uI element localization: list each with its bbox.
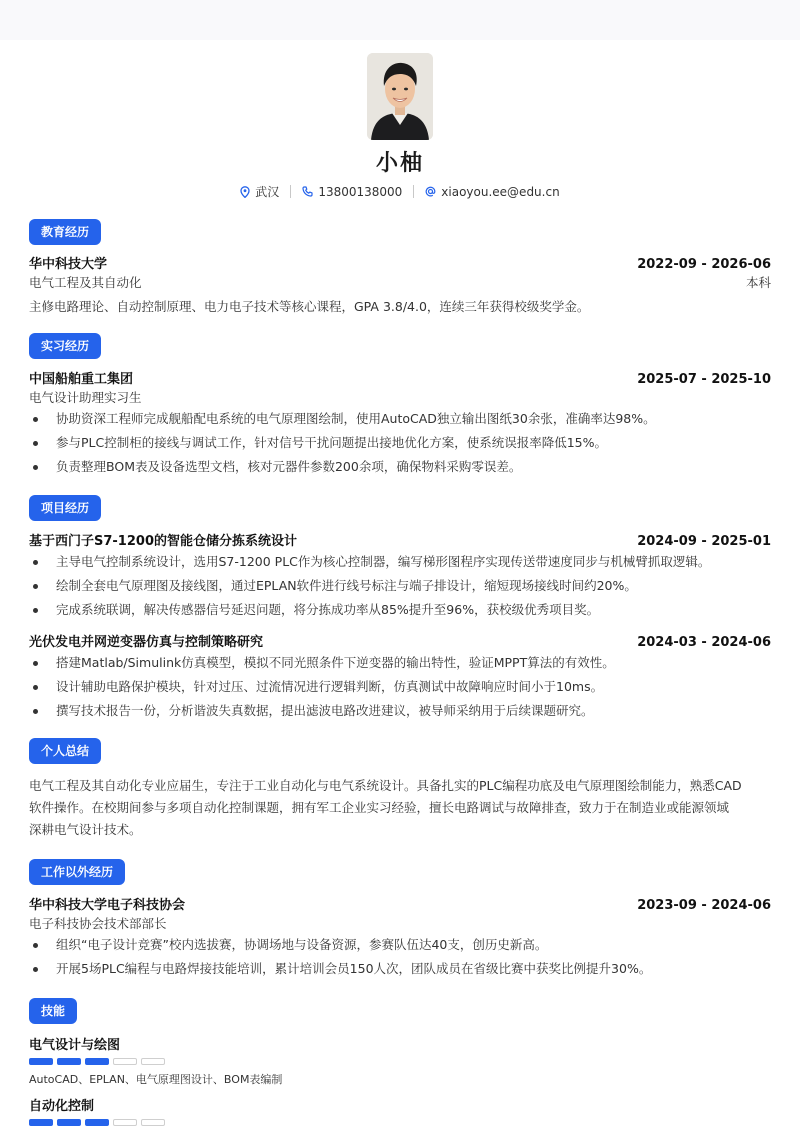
location-pin-icon [240,186,250,198]
skill-segment-filled [85,1119,109,1126]
list-item: 负责整理BOM表及设备选型文档，核对元器件参数200余项，确保物料采购零误差。 [29,455,771,479]
contact-divider [290,185,291,198]
project-bullets [29,550,771,622]
internship-heading: 实习经历 [29,333,101,359]
projects-section [29,495,771,723]
list-item: 完成系统联调，解决传感器信号延迟问题，将分拣成功率从85%提升至96%，获校级优秀项目奖。 [29,598,771,622]
internship-role: 电气设计助理实习生 [29,390,142,405]
skill-segment-filled [57,1058,81,1065]
school-name: 华中科技大学 [29,257,108,272]
company-name: 中国船舶重工集团 [29,372,134,387]
skill-item [29,1095,771,1126]
degree: 本科 [745,275,771,290]
education-section [29,219,771,318]
list-item: 搭建Matlab/Simulink仿真模型，模拟不同光照条件下逆变器的输出特性，验证MPPT算法的有效性。 [29,651,771,675]
skills-section [29,998,771,1126]
skill-level-bar [29,1058,771,1065]
internship-row [29,368,771,387]
skill-segment-empty [141,1058,165,1065]
list-item: 参与PLC控制柜的接线与调试工作，针对信号干扰问题提出接地优化方案，使系统误报率降低15%。 [29,431,771,455]
internship-date: 2025-07 - 2025-10 [637,372,771,387]
summary-line: 电气工程及其自动化专业应届生，专注于工业自动化与电气系统设计。具备扎实的PLC编程功底及电气原理图绘制能力，熟悉CAD [29,778,742,793]
skill-description: AutoCAD、EPLAN、电气原理图设计、BOM表编制 [29,1073,283,1086]
project-date: 2024-03 - 2024-06 [637,635,771,650]
list-item: 绘制全套电气原理图及接线图，通过EPLAN软件进行线号标注与端子排设计，缩短现场接线时间约20%。 [29,574,771,598]
internship-section [29,333,771,479]
skill-segment-empty [141,1119,165,1126]
email-at-icon [425,186,436,197]
avatar-photo [367,53,433,140]
activity-bullets [29,933,771,981]
project-name: 光伏发电并网逆变器仿真与控制策略研究 [29,635,264,650]
phone-icon [302,186,313,197]
skill-item [29,1034,771,1087]
skill-segment-filled [29,1119,53,1126]
skill-segment-filled [85,1058,109,1065]
activity-org: 华中科技大学电子科技协会 [29,898,186,913]
contact-phone [302,185,402,199]
contact-row [0,183,800,200]
internship-bullets [29,407,771,479]
education-detail-row [29,273,771,291]
projects-heading: 项目经历 [29,495,101,521]
skill-level-bar [29,1119,771,1126]
phone-text: 13800138000 [318,184,403,199]
list-item: 撰写技术报告一份，分析谐波失真数据，提出滤波电路改进建议，被导师采纳用于后续课题研究。 [29,699,771,723]
summary-section [29,738,771,841]
list-item: 协助资深工程师完成舰船配电系统的电气原理图绘制，使用AutoCAD独立输出图纸30余张，准确率达98%。 [29,407,771,431]
project-date: 2024-09 - 2025-01 [637,534,771,549]
education-row [29,253,771,272]
project-bullets [29,651,771,723]
skill-segment-filled [29,1058,53,1065]
location-text: 武汉 [255,185,280,199]
list-item: 设计辅助电路保护模块，针对过压、过流情况进行逻辑判断，仿真测试中故障响应时间小于10ms。 [29,675,771,699]
skill-segment-filled [57,1119,81,1126]
project-name: 基于西门子S7-1200的智能仓储分拣系统设计 [29,534,297,549]
summary-line: 深耕电气设计技术。 [29,822,142,837]
activities-row [29,894,771,913]
skill-name: 电气设计与绘图 [29,1038,121,1053]
activities-heading: 工作以外经历 [29,859,125,885]
summary-text [29,775,771,841]
contact-location [240,183,279,200]
project-row [29,530,771,549]
education-date: 2022-09 - 2026-06 [637,257,771,272]
summary-line: 软件操作。在校期间参与多项自动化控制课题，拥有军工企业实习经验，擅长电路调试与故障排查，致力于在制造业或能源领域 [29,800,730,815]
contact-divider [413,185,414,198]
skill-segment-empty [113,1058,137,1065]
avatar [367,53,433,140]
project-row [29,631,771,650]
contact-email [425,185,559,199]
education-heading: 教育经历 [29,219,101,245]
major: 电气工程及其自动化 [29,275,142,290]
list-item: 开展5场PLC编程与电路焊接技能培训，累计培训会员150人次，团队成员在省级比赛中获奖比例提升30%。 [29,957,771,981]
list-item: 组织“电子设计竞赛”校内选拔赛，协调场地与设备资源，参赛队伍达40支，创历史新高。 [29,933,771,957]
skill-segment-empty [113,1119,137,1126]
education-description: 主修电路理论、自动控制原理、电力电子技术等核心课程，GPA 3.8/4.0，连续三年获得校级奖学金。 [29,299,590,314]
skill-name: 自动化控制 [29,1099,95,1114]
summary-heading: 个人总结 [29,738,101,764]
email-text: xiaoyou.ee@edu.cn [441,184,560,199]
activity-date: 2023-09 - 2024-06 [637,898,771,913]
candidate-name: 小柚 [375,151,424,176]
activity-role: 电子科技协会技术部部长 [29,916,167,931]
list-item: 主导电气控制系统设计，选用S7-1200 PLC作为核心控制器，编写梯形图程序实现传送带速度同步与机械臂抓取逻辑。 [29,550,771,574]
activities-section [29,859,771,981]
skills-heading: 技能 [29,998,77,1024]
